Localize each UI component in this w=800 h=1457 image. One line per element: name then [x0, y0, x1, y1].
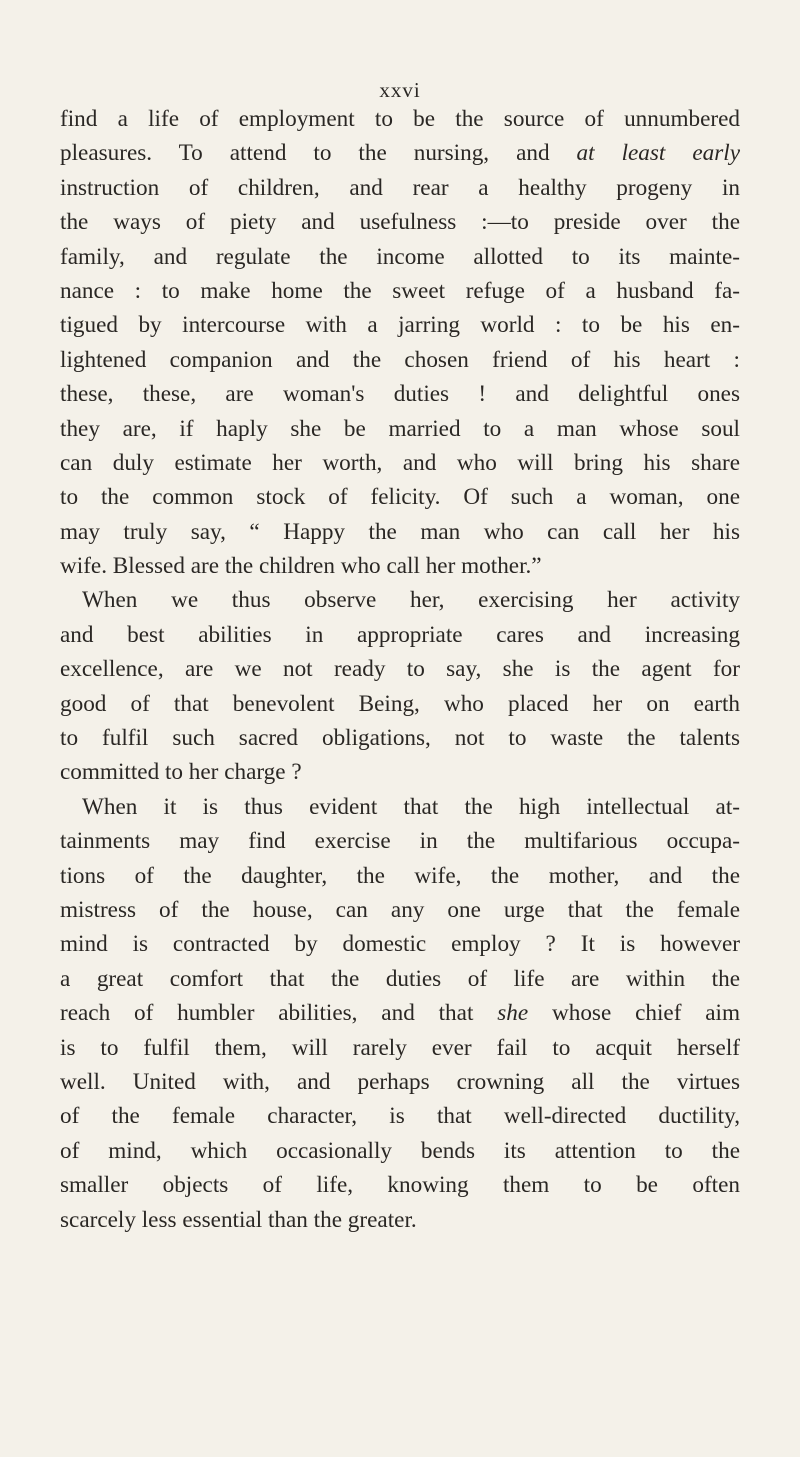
text-segment: reach of humbler abilities, and that — [60, 1000, 474, 1027]
text-line: mind is contracted by domestic employ ? It is however — [60, 931, 740, 958]
text-line: may truly say, “ Happy the man who can call her his — [60, 518, 740, 545]
text-segment: pleasures. To attend to the nursing, and — [60, 140, 550, 167]
text-line: they are, if haply she be married to a man whose soul — [60, 415, 740, 442]
body-text — [60, 102, 740, 1237]
text-line: good of that benevolent Being, who placed her on earth — [60, 690, 740, 717]
text-line: nance : to make home the sweet refuge of a husband fa- — [60, 277, 740, 304]
text-line: smaller objects of life, knowing them to be often — [60, 1172, 740, 1199]
text-line: tions of the daughter, the wife, the mother, and the — [60, 862, 740, 889]
page-number: xxvi — [379, 78, 421, 102]
text-line: scarcely less essential than the greater. — [60, 1206, 417, 1233]
text-line: a great comfort that the duties of life are within the — [60, 965, 740, 992]
text-line: of the female character, is that well-directed ductility, — [60, 1103, 740, 1130]
text-line: family, and regulate the income allotted to its mainte- — [60, 243, 740, 270]
text-line: to fulfil such sacred obligations, not to waste the talents — [60, 725, 740, 752]
text-line: can duly estimate her worth, and who will bring his share — [60, 449, 740, 476]
text-line: and best abilities in appropriate cares and increasing — [60, 621, 740, 648]
text-line: lightened companion and the chosen friend of his heart : — [60, 346, 740, 373]
italic-word: she — [497, 1000, 529, 1027]
text-line: find a life of employment to be the source of unnumbered — [60, 106, 740, 132]
text-line: wife. Blessed are the children who call her mother.” — [60, 553, 542, 580]
text-segment: whose chief aim — [552, 1000, 741, 1027]
text-line: When it is thus evident that the high intellectual at- — [82, 793, 740, 820]
text-line — [60, 996, 740, 1030]
text-line: tigued by intercourse with a jarring world : to be his en- — [60, 312, 740, 339]
text-line: is to fulfil them, will rarely ever fail to acquit herself — [60, 1034, 740, 1061]
text-line: instruction of children, and rear a healthy progeny in — [60, 174, 740, 201]
text-line: mistress of the house, can any one urge that the female — [60, 896, 740, 923]
text-line: tainments may find exercise in the multifarious occupa- — [60, 828, 740, 855]
text-line: When we thus observe her, exercising her activity — [82, 587, 740, 614]
text-line — [60, 136, 740, 170]
text-line: of mind, which occasionally bends its attention to the — [60, 1137, 740, 1164]
text-line: excellence, are we not ready to say, she is the agent for — [60, 656, 740, 683]
text-line: to the common stock of felicity. Of such a woman, one — [60, 484, 740, 511]
text-line: the ways of piety and usefulness :—to preside over the — [60, 209, 740, 236]
italic-phrase: at least early — [576, 140, 740, 167]
text-line: well. United with, and perhaps crowning all the virtues — [60, 1068, 740, 1095]
text-line: these, these, are woman's duties ! and delightful ones — [60, 381, 740, 408]
text-line: committed to her charge ? — [60, 759, 302, 786]
